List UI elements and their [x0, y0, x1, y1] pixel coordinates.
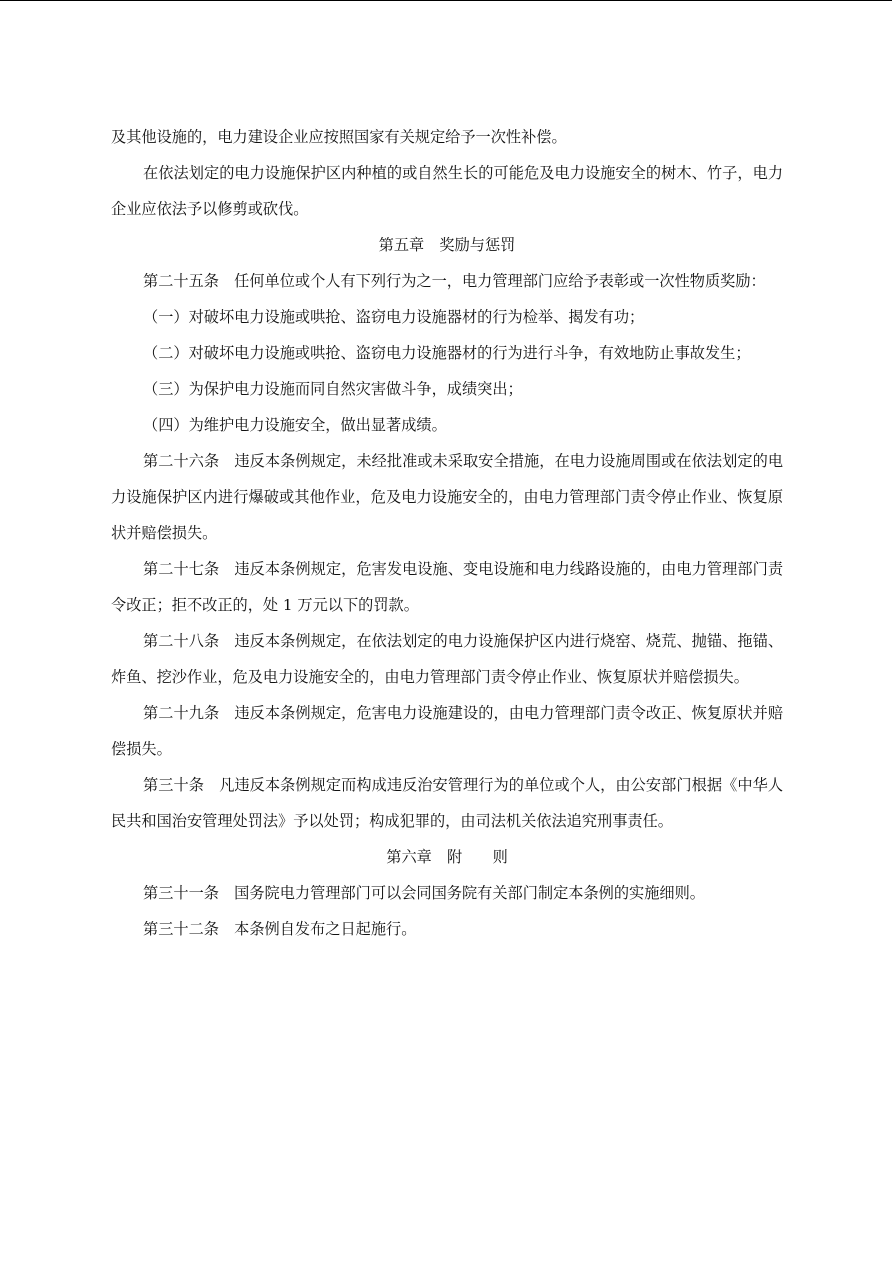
paragraph: （一）对破坏电力设施或哄抢、盗窃电力设施器材的行为检举、揭发有功；	[143, 308, 645, 326]
paragraph: 第三十一条 国务院电力管理部门可以会同国务院有关部门制定本条例的实施细则。	[143, 884, 705, 902]
paragraph: （三）为保护电力设施而同自然灾害做斗争，成绩突出；	[143, 380, 523, 398]
paragraph: 在依法划定的电力设施保护区内种植的或自然生长的可能危及电力设施安全的树木、竹子，电力企业应依法予以修剪或砍伐。	[111, 164, 783, 218]
paragraph: 第二十七条 违反本条例规定，危害发电设施、变电设施和电力线路设施的，由电力管理部门责令改正；拒不改正的，处 1 万元以下的罚款。	[111, 560, 783, 614]
document-page-body	[111, 119, 783, 947]
page-top-border	[0, 0, 892, 1]
paragraph: （二）对破坏电力设施或哄抢、盗窃电力设施器材的行为进行斗争，有效地防止事故发生；	[143, 344, 751, 362]
paragraph: 第二十六条 违反本条例规定，未经批准或未采取安全措施，在电力设施周围或在依法划定的电力设施保护区内进行爆破或其他作业，危及电力设施安全的，由电力管理部门责令停止作业、恢复原状并赔偿损失。	[111, 452, 783, 542]
paragraph: （四）为维护电力设施安全，做出显著成绩。	[143, 416, 447, 434]
paragraph: 第三十二条 本条例自发布之日起施行。	[143, 920, 417, 938]
paragraph: 第二十五条 任何单位或个人有下列行为之一，电力管理部门应给予表彰或一次性物质奖励：	[143, 272, 766, 290]
paragraph: 第二十八条 违反本条例规定，在依法划定的电力设施保护区内进行烧窑、烧荒、抛锚、拖锚、炸鱼、挖沙作业，危及电力设施安全的，由电力管理部门责令停止作业、恢复原状并赔偿损失。	[111, 632, 783, 686]
chapter-heading: 第五章 奖励与惩罚	[378, 236, 516, 254]
chapter-heading: 第六章 附 则	[386, 848, 508, 866]
paragraph: 第三十条 凡违反本条例规定而构成违反治安管理行为的单位或个人，由公安部门根据《中华人民共和国治安管理处罚法》予以处罚；构成犯罪的，由司法机关依法追究刑事责任。	[111, 776, 783, 830]
paragraph: 第二十九条 违反本条例规定，危害电力设施建设的，由电力管理部门责令改正、恢复原状并赔偿损失。	[111, 704, 783, 758]
paragraph: 及其他设施的，电力建设企业应按照国家有关规定给予一次性补偿。	[111, 128, 567, 146]
